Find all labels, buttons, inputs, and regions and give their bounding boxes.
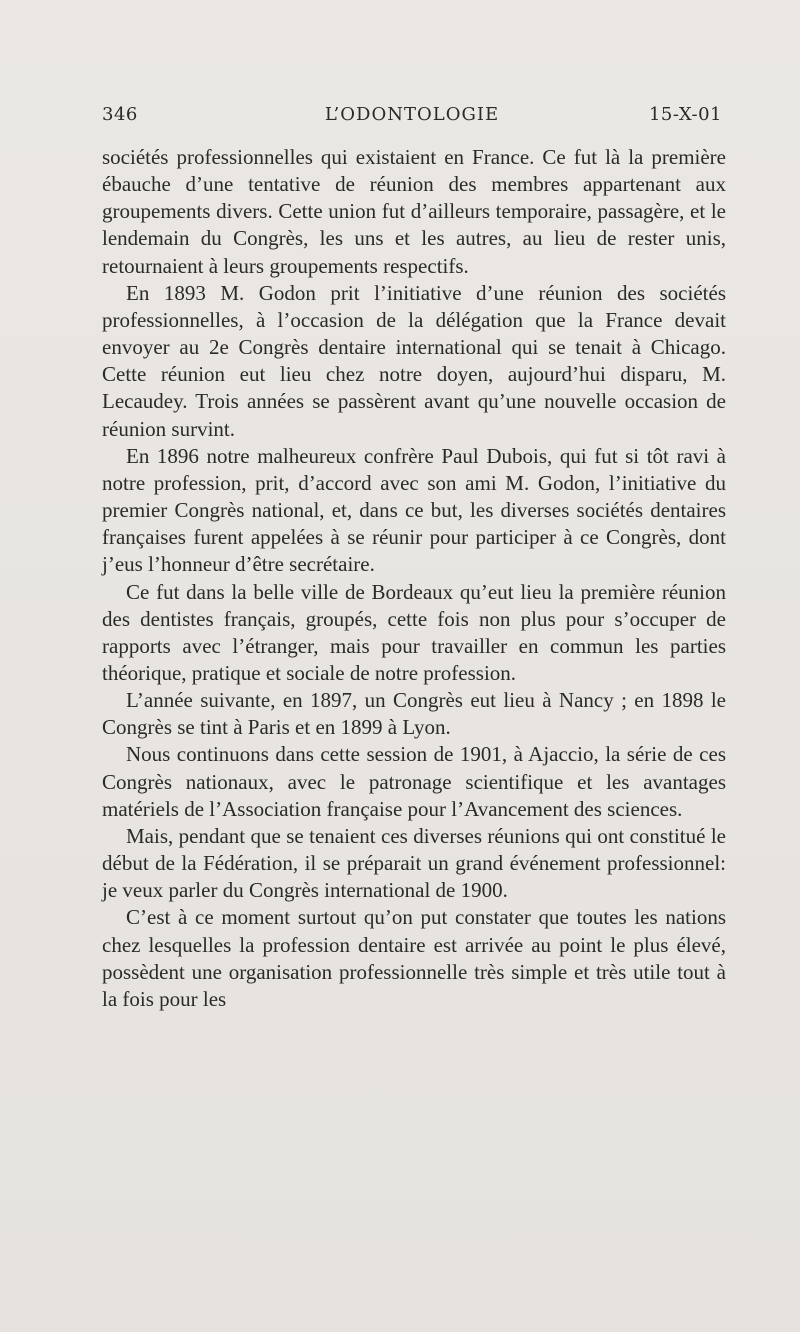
paragraph-4: Ce fut dans la belle ville de Bordeaux qu’eut lieu la première réunion des dentistes français, groupés, cette fois non plus pour s’occuper de rapports avec l’étranger, mais pour travailler en commun les parties théorique, pratique et sociale de notre profession. [102,579,726,685]
paragraph-5: L’année suivante, en 1897, un Congrès eut lieu à Nancy ; en 1898 le Congrès se tint à Paris et en 1899 à Lyon. [102,688,726,740]
paragraph-7: Mais, pendant que se tenaient ces diverses réunions qui ont constitué le début de la Fédération, il se préparait un grand événement professionnel: je veux parler du Congrès international de 1900. [102,823,726,903]
paragraph-8: C’est à ce moment surtout qu’on put constater que toutes les nations chez lesquelles la profession dentaire est arrivée au point le plus élevé, possèdent une organisation professionnelle très simple et très utile tout à la fois pour les [102,905,726,1011]
body-text [102,144,726,1013]
paragraph-1: sociétés professionnelles qui existaient en France. Ce fut là la première ébauche d’une tentative de réunion des membres appartenant aux groupements divers. Cette union fut d’ailleurs temporaire, passagère, et le lendemain du Congrès, les uns et les autres, au lieu de rester unis, retournaient à leurs groupements respectifs. [102,145,726,278]
paragraph-2: En 1893 M. Godon prit l’initiative d’une réunion des sociétés professionnelles, à l’occasion de la délégation que la France devait envoyer au 2e Congrès dentaire international qui se tenait à Chicago. Cette réunion eut lieu chez notre doyen, aujourd’hui disparu, M. Lecaudey. Trois années se passèrent avant qu’une nouvelle occasion de réunion survint. [102,280,726,441]
issue-date: 15-X-01 [648,104,722,125]
running-header [102,104,722,134]
paragraph-6: Nous continuons dans cette session de 1901, à Ajaccio, la série de ces Congrès nationaux, avec le patronage scientifique et les avantages matériels de l’Association française pour l’Avancement des sciences. [102,742,726,821]
paragraph-3: En 1896 notre malheureux confrère Paul Dubois, qui fut si tôt ravi à notre profession, prit, d’accord avec son ami M. Godon, l’initiative du premier Congrès national, et, dans ce but, les diverses sociétés dentaires françaises furent appelées à se réunir pour participer à ce Congrès, dont j’eus l’honneur d’être secrétaire. [102,443,726,577]
running-title: L’ODONTOLOGIE [324,104,500,125]
page-number: 346 [102,104,138,125]
